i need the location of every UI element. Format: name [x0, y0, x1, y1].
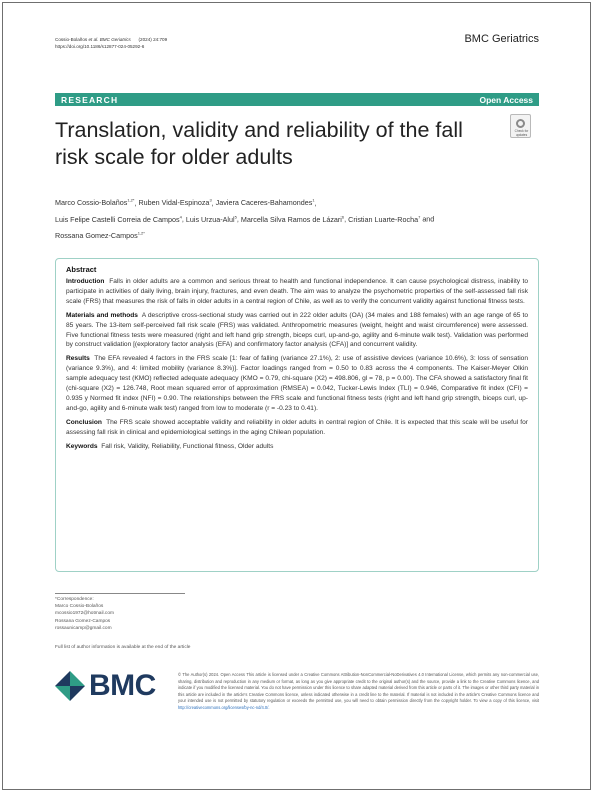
- abstract-keywords: Keywords Fall risk, Validity, Reliability, Functional fitness, Older adults: [66, 442, 274, 450]
- author-name[interactable]: Javiera Caceres-Bahamondes$^1$: [215, 198, 315, 208]
- author-info-note: Full list of author information is available at the end of the article: [55, 645, 191, 650]
- author-name[interactable]: Rossana Gomez-Campos$^{1,2*}$: [55, 230, 145, 241]
- check-for-updates-badge[interactable]: [510, 114, 531, 138]
- open-access-label: Open Access: [479, 94, 533, 105]
- bmc-logo-icon: [55, 671, 85, 701]
- check-updates-label: Check for updates: [514, 129, 529, 137]
- abstract-box: [55, 258, 539, 572]
- author-list: Marco Cossio-Bolaños$^{1,2*}$, Ruben Vidal-Espinoza$^3$, Javiera Caceres-Bahamondes$^1$, Luis Felipe Castelli Correia de Campos$^4$, Luis Urzua-Alul$^5$, Marcella Silva Ramos de Lázari$^6$, Cristian Luarte-Rocha$^7$ and Rossana Gomez-Campos$^{1,2*}$: [55, 198, 435, 241]
- article-type-label: RESEARCH: [61, 94, 119, 105]
- license-text: © The Author(s) 2024. Open Access This article is licensed under a Creative Commons Attribution-NonCommercial-NoDerivatives 4.0 International License, which permits any non-commercial use, sharing, distribution and reproduction in any medium or format, as long as you give appropriate credit to the original author(s) and the source, provide a link to the Creative Commons licence, and indicate if you modified the licensed material. You do not have permission under this licence to share adapted material derived from this article or parts of it. The images or other third party material in this article are included in the article's Creative Commons licence, unless indicated otherwise in a credit line to the material. If material is not included in the article's Creative Commons licence and your intended use is not permitted by statutory regulation or exceeds the permitted use, you will need to obtain permission directly from the copyright holder. To view a copy of this licence, visit http://creativecommons.org/licenses/by-nc-nd/4.0/.: [178, 672, 539, 710]
- authors-and: and: [422, 214, 435, 224]
- bmc-logo-word: BMC: [89, 669, 156, 702]
- abstract-conclusion: Conclusion The FRS scale showed acceptable validity and reliability in older adults in central region of Chile. It is expected that this scale will be useful for assessing fall risk in clinical and epidemiological settings in the aging Chilean population.: [66, 418, 528, 436]
- citation-authors: Cossio-Bolaños: [55, 37, 88, 42]
- author-name[interactable]: Marcella Silva Ramos de Lázari$^6$: [240, 214, 345, 224]
- correspondence-block: [55, 593, 195, 632]
- author-name[interactable]: Ruben Vidal-Espinoza$^3$: [138, 198, 212, 208]
- abstract-introduction: Introduction Falls in older adults are a common and serious threat to health and functional independence. It can cause psychological distress, inability to participate in activities of daily living, brain injury, fractures, and even death. The aim was to analyze the psychometric properties of the self-assessed fall risk scale (FRS) that measures the risk of falls in older adults in a central region of Chile, as well as to verify the concurrent validity against functional fitness tests.: [66, 278, 528, 305]
- correspondence-rule: [55, 593, 185, 594]
- correspondence-email[interactable]: rossaunicamp@gmail.com: [55, 625, 112, 631]
- author-name[interactable]: Marco Cossio-Bolaños$^{1,2*}$: [55, 198, 135, 208]
- correspondence-name: Rossana Gomez-Campos: [55, 618, 111, 624]
- correspondence-email[interactable]: mcossio1972@hotmail.com: [55, 611, 114, 617]
- article-type-banner: [55, 93, 539, 106]
- citation-journal: BMC Geriatrics: [99, 37, 131, 42]
- citation-year-volume: (2024) 24:709: [138, 37, 168, 42]
- citation-header: [55, 36, 167, 50]
- abstract-heading: Abstract: [66, 265, 97, 274]
- license-link[interactable]: http://creativecommons.org/licenses/by-nc-nd/4.0/.: [178, 704, 270, 710]
- author-name[interactable]: Luis Felipe Castelli Correia de Campos$^4$: [55, 214, 182, 224]
- author-name[interactable]: Cristian Luarte-Rocha$^7$: [348, 214, 421, 224]
- bmc-logo: [55, 668, 170, 704]
- author-name[interactable]: Luis Urzua-Alul$^5$: [185, 214, 237, 224]
- article-title: Translation, validity and reliability of the fall risk scale for older adults: [55, 118, 463, 169]
- doi-link[interactable]: https://doi.org/10.1186/s12877-024-05292-6: [55, 44, 145, 49]
- abstract-methods: Materials and methods A descriptive cross-sectional study was carried out in 222 older adults (OA) (34 males and 188 females) with an age range of 65 to 85 years. The 13-item self-perceived fall risk scale (FRS) was validated. Anthropometric measures (weight, height and waist circumference) were assessed. Five functional fitness tests were measured (right and left hand grip strength, biceps curl, up-and-go, agility and 6-minute walk test). Validation was performed by construct validation [(exploratory factor analysis (EFA) and confirmatory factor analysis (CFA)] and concurrent validity.: [66, 311, 528, 349]
- correspondence-name: Marco Cossio-Bolaños: [55, 604, 104, 610]
- citation-etal: et al.: [88, 37, 99, 42]
- abstract-results: Results The EFA revealed 4 factors in the FRS scale [1: fear of falling (variance 27.1%), 2: use of assistive devices (variance 10.6%), 3: loss of sensation (variance 9.3%), and 4: limited mobility (variance 8.3%)]. Factor loadings ranged from = 0.50 to 0.83 across the 4 components. The Kaiser-Meyer Olkin sample adequacy test (KMO) reflected adequate adequacy (KMO = 0.79, chi-square (X2) = 498.806, gl = 78, p = 0.00). The CFA showed a satisfactory final fit (chi-square (X2) = 126.748, Root mean squared error of approximation (RMSEA) = 0.042, Tucker-Lewis Index (TLI) = 0.946, Comparative fit index (CFI) = 0.935 y Normed fit index (NFI) = 0.90. The relationships between the FRS scale and functional fitness tests (right and left hand grip strength, biceps curl, up-and-go, agility and 6-minute walk test) ranged from low to moderate (r = -0.23 to 0.41).: [66, 355, 528, 412]
- check-updates-icon: [516, 119, 525, 128]
- correspondence-label: *Correspondence:: [55, 597, 94, 602]
- journal-name: BMC Geriatrics: [464, 33, 539, 45]
